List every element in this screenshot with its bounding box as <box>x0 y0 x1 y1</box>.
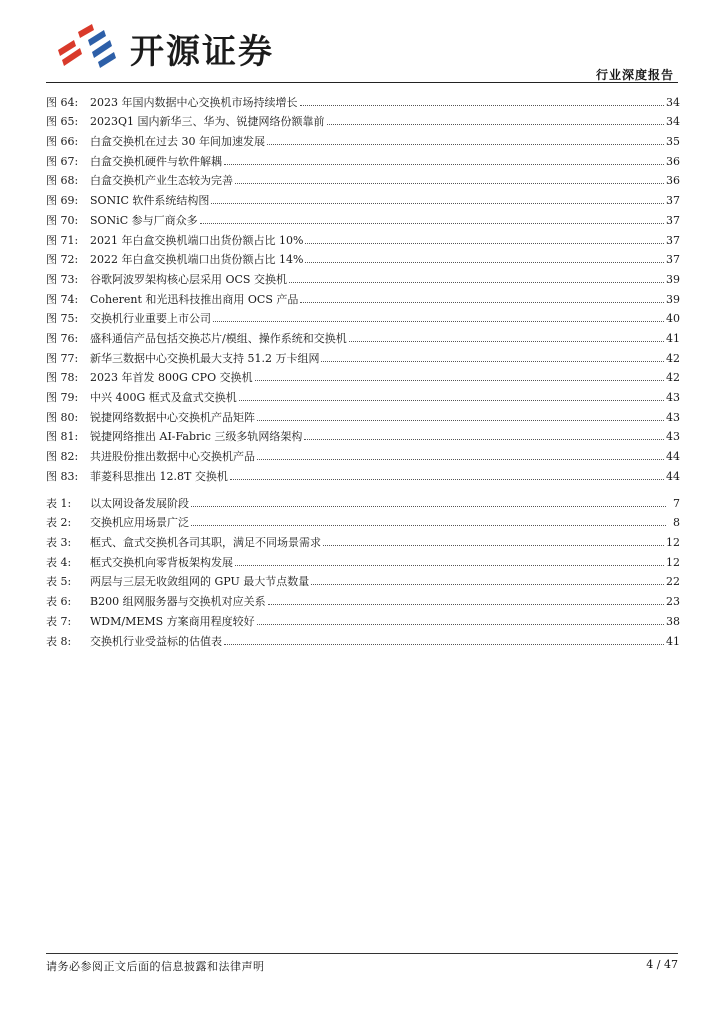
figure-entry[interactable] <box>46 325 680 345</box>
brand-logo-mark-icon <box>52 20 122 70</box>
dot-leader <box>224 164 664 165</box>
dot-leader <box>323 545 664 546</box>
dot-leader <box>268 604 664 605</box>
figure-entry[interactable] <box>46 463 680 483</box>
table-entry[interactable] <box>46 569 680 589</box>
figure-page: 34 <box>666 95 680 109</box>
table-page: 23 <box>666 595 680 609</box>
dot-leader <box>257 459 664 460</box>
figure-title: 共进股份推出数据中心交换机产品 <box>90 450 255 464</box>
table-label: 表 2: <box>46 516 72 530</box>
figure-title: Coherent 和光迅科技推出商用 OCS 产品 <box>90 292 299 306</box>
figure-entry[interactable] <box>46 207 680 227</box>
table-label: 表 8: <box>46 634 72 648</box>
table-entry[interactable] <box>46 588 680 608</box>
figure-entry[interactable] <box>46 384 680 404</box>
dot-leader <box>257 624 664 625</box>
figure-label: 图 70: <box>46 213 79 227</box>
figure-label: 图 82: <box>46 450 79 464</box>
figure-label: 图 79: <box>46 391 79 404</box>
footer-divider <box>46 953 678 954</box>
table-title: 以太网设备发展阶段 <box>90 496 189 510</box>
figure-title: 2023 年首发 800G CPO 交换机 <box>90 371 253 385</box>
dot-leader <box>191 506 666 507</box>
table-entry[interactable] <box>46 490 680 510</box>
figure-title: 锐捷网络推出 AI-Fabric 三级多轨网络架构 <box>90 430 303 444</box>
figure-entry[interactable] <box>46 266 680 286</box>
table-page: 8 <box>673 516 680 530</box>
figure-title: SONIC 软件系统结构图 <box>90 194 210 208</box>
table-page: 41 <box>666 634 680 648</box>
table-list <box>46 490 680 648</box>
table-title: B200 组网服务器与交换机对应关系 <box>90 595 266 609</box>
dot-leader <box>305 262 664 263</box>
figure-page: 43 <box>666 410 680 424</box>
table-entry[interactable] <box>46 628 680 648</box>
figure-page: 44 <box>666 450 680 464</box>
figure-label: 图 67: <box>46 154 79 168</box>
table-label: 表 1: <box>46 496 72 510</box>
figure-entry[interactable] <box>46 247 680 267</box>
dot-leader <box>289 282 664 283</box>
figure-list <box>46 89 680 483</box>
figure-entry[interactable] <box>46 89 680 109</box>
figure-page: 36 <box>666 174 680 188</box>
table-label: 表 5: <box>46 575 72 589</box>
table-entry[interactable] <box>46 529 680 549</box>
table-page: 38 <box>666 614 680 628</box>
header-divider <box>46 82 678 83</box>
figure-title: 2023 年国内数据中心交换机市场持续增长 <box>90 95 298 109</box>
table-title: WDM/MEMS 方案商用程度较好 <box>90 614 255 628</box>
figure-page: 43 <box>666 430 680 444</box>
dot-leader <box>200 223 664 224</box>
table-entry[interactable] <box>46 608 680 628</box>
figure-entry[interactable] <box>46 148 680 168</box>
figure-title: 菲菱科思推出 12.8T 交换机 <box>90 469 228 483</box>
dot-leader <box>321 361 664 362</box>
table-page: 22 <box>666 575 680 589</box>
figure-title: 新华三数据中心交换机最大支持 51.2 万卡组网 <box>90 351 320 365</box>
figure-label: 图 75: <box>46 312 79 326</box>
table-title: 交换机应用场景广泛 <box>90 516 189 530</box>
dot-leader <box>239 400 664 401</box>
figure-title: 盛科通信产品包括交换芯片/模组、操作系统和交换机 <box>90 331 347 345</box>
page-number: 4 / 47 <box>646 958 678 971</box>
dot-leader <box>267 144 664 145</box>
figure-page: 41 <box>666 331 680 345</box>
figure-page: 39 <box>666 272 680 286</box>
figure-label: 图 73: <box>46 272 79 286</box>
table-entry[interactable] <box>46 510 680 530</box>
dot-leader <box>327 124 664 125</box>
table-title: 框式交换机向零背板架构发展 <box>90 555 233 569</box>
table-label: 表 4: <box>46 555 72 569</box>
figure-entry[interactable] <box>46 286 680 306</box>
figure-title: 白盒交换机在过去 30 年间加速发展 <box>90 135 265 149</box>
dot-leader <box>191 525 666 526</box>
figure-label: 图 78: <box>46 371 79 385</box>
figure-page: 37 <box>666 233 680 247</box>
figure-page: 39 <box>666 292 680 306</box>
figure-entry[interactable] <box>46 365 680 385</box>
figure-page: 37 <box>666 213 680 227</box>
figure-title: 2022 年白盒交换机端口出货份额占比 14% <box>90 253 304 267</box>
table-label: 表 6: <box>46 595 72 609</box>
dot-leader <box>300 105 665 106</box>
figure-title: 白盒交换机产业生态较为完善 <box>90 174 233 188</box>
dot-leader <box>224 644 664 645</box>
dot-leader <box>235 565 664 566</box>
figure-label: 图 66: <box>46 135 79 149</box>
figure-entry[interactable] <box>46 168 680 188</box>
report-type: 行业深度报告 <box>595 68 674 82</box>
figure-label: 图 65: <box>46 115 79 129</box>
table-page: 12 <box>666 555 680 569</box>
figure-page: 37 <box>666 253 680 267</box>
figure-label: 图 72: <box>46 253 79 267</box>
figure-label: 图 76: <box>46 331 79 345</box>
dot-leader <box>349 341 664 342</box>
dot-leader <box>300 302 664 303</box>
figure-entry[interactable] <box>46 128 680 148</box>
table-page: 12 <box>666 536 680 550</box>
figure-label: 图 69: <box>46 194 79 208</box>
figure-label: 图 77: <box>46 351 79 365</box>
dot-leader <box>230 479 664 480</box>
figure-entry[interactable] <box>46 109 680 129</box>
page-header <box>0 0 724 90</box>
figure-entry[interactable] <box>46 404 680 424</box>
table-entry[interactable] <box>46 549 680 569</box>
dot-leader <box>305 243 664 244</box>
figure-entry[interactable] <box>46 345 680 365</box>
figure-entry[interactable] <box>46 424 680 444</box>
dot-leader <box>304 439 664 440</box>
dot-leader <box>235 183 664 184</box>
dot-leader <box>211 203 664 204</box>
figure-label: 图 68: <box>46 174 79 188</box>
figure-title: 白盒交换机硬件与软件解耦 <box>90 154 222 168</box>
figure-label: 图 64: <box>46 95 79 109</box>
table-title: 框式、盒式交换机各司其职，满足不同场景需求 <box>90 536 321 550</box>
figure-page: 35 <box>666 135 680 149</box>
dot-leader <box>255 380 664 381</box>
table-title: 两层与三层无收敛组网的 GPU 最大节点数量 <box>90 575 310 589</box>
figure-label: 图 71: <box>46 233 79 247</box>
figure-label: 图 74: <box>46 292 79 306</box>
figure-label: 图 83: <box>46 469 79 483</box>
figure-title: SONiC 参与厂商众多 <box>90 213 198 227</box>
figure-entry[interactable] <box>46 187 680 207</box>
figure-label: 图 81: <box>46 430 79 444</box>
figure-title: 谷歌阿波罗架构核心层采用 OCS 交换机 <box>90 272 287 286</box>
figure-page: 42 <box>666 351 680 365</box>
figure-entry[interactable] <box>46 443 680 463</box>
figure-page: 40 <box>666 312 680 326</box>
dot-leader <box>213 321 664 322</box>
figure-title: 2021 年白盒交换机端口出货份额占比 10% <box>90 233 304 247</box>
dot-leader <box>257 420 664 421</box>
table-title: 交换机行业受益标的估值表 <box>90 634 222 648</box>
figure-title: 中兴 400G 框式及盒式交换机 <box>90 391 237 404</box>
brand-name: 开源证券 <box>130 32 274 72</box>
figure-label: 图 80: <box>46 410 79 424</box>
table-label: 表 3: <box>46 536 72 550</box>
dot-leader <box>311 584 664 585</box>
table-label: 表 7: <box>46 614 72 628</box>
figure-title: 锐捷网络数据中心交换机产品矩阵 <box>90 410 255 424</box>
footer-disclaimer: 请务必参阅正文后面的信息披露和法律声明 <box>46 960 265 973</box>
figure-page: 34 <box>666 115 680 129</box>
figure-title: 交换机行业重要上市公司 <box>90 312 211 326</box>
figure-page: 42 <box>666 371 680 385</box>
figure-entry[interactable] <box>46 306 680 326</box>
figure-page: 43 <box>666 391 680 404</box>
figure-title: 2023Q1 国内新华三、华为、锐捷网络份额靠前 <box>90 115 325 129</box>
figure-entry[interactable] <box>46 227 680 247</box>
figure-page: 44 <box>666 469 680 483</box>
figure-page: 37 <box>666 194 680 208</box>
table-page: 7 <box>673 496 680 510</box>
figure-page: 36 <box>666 154 680 168</box>
brand-logo <box>52 20 282 70</box>
